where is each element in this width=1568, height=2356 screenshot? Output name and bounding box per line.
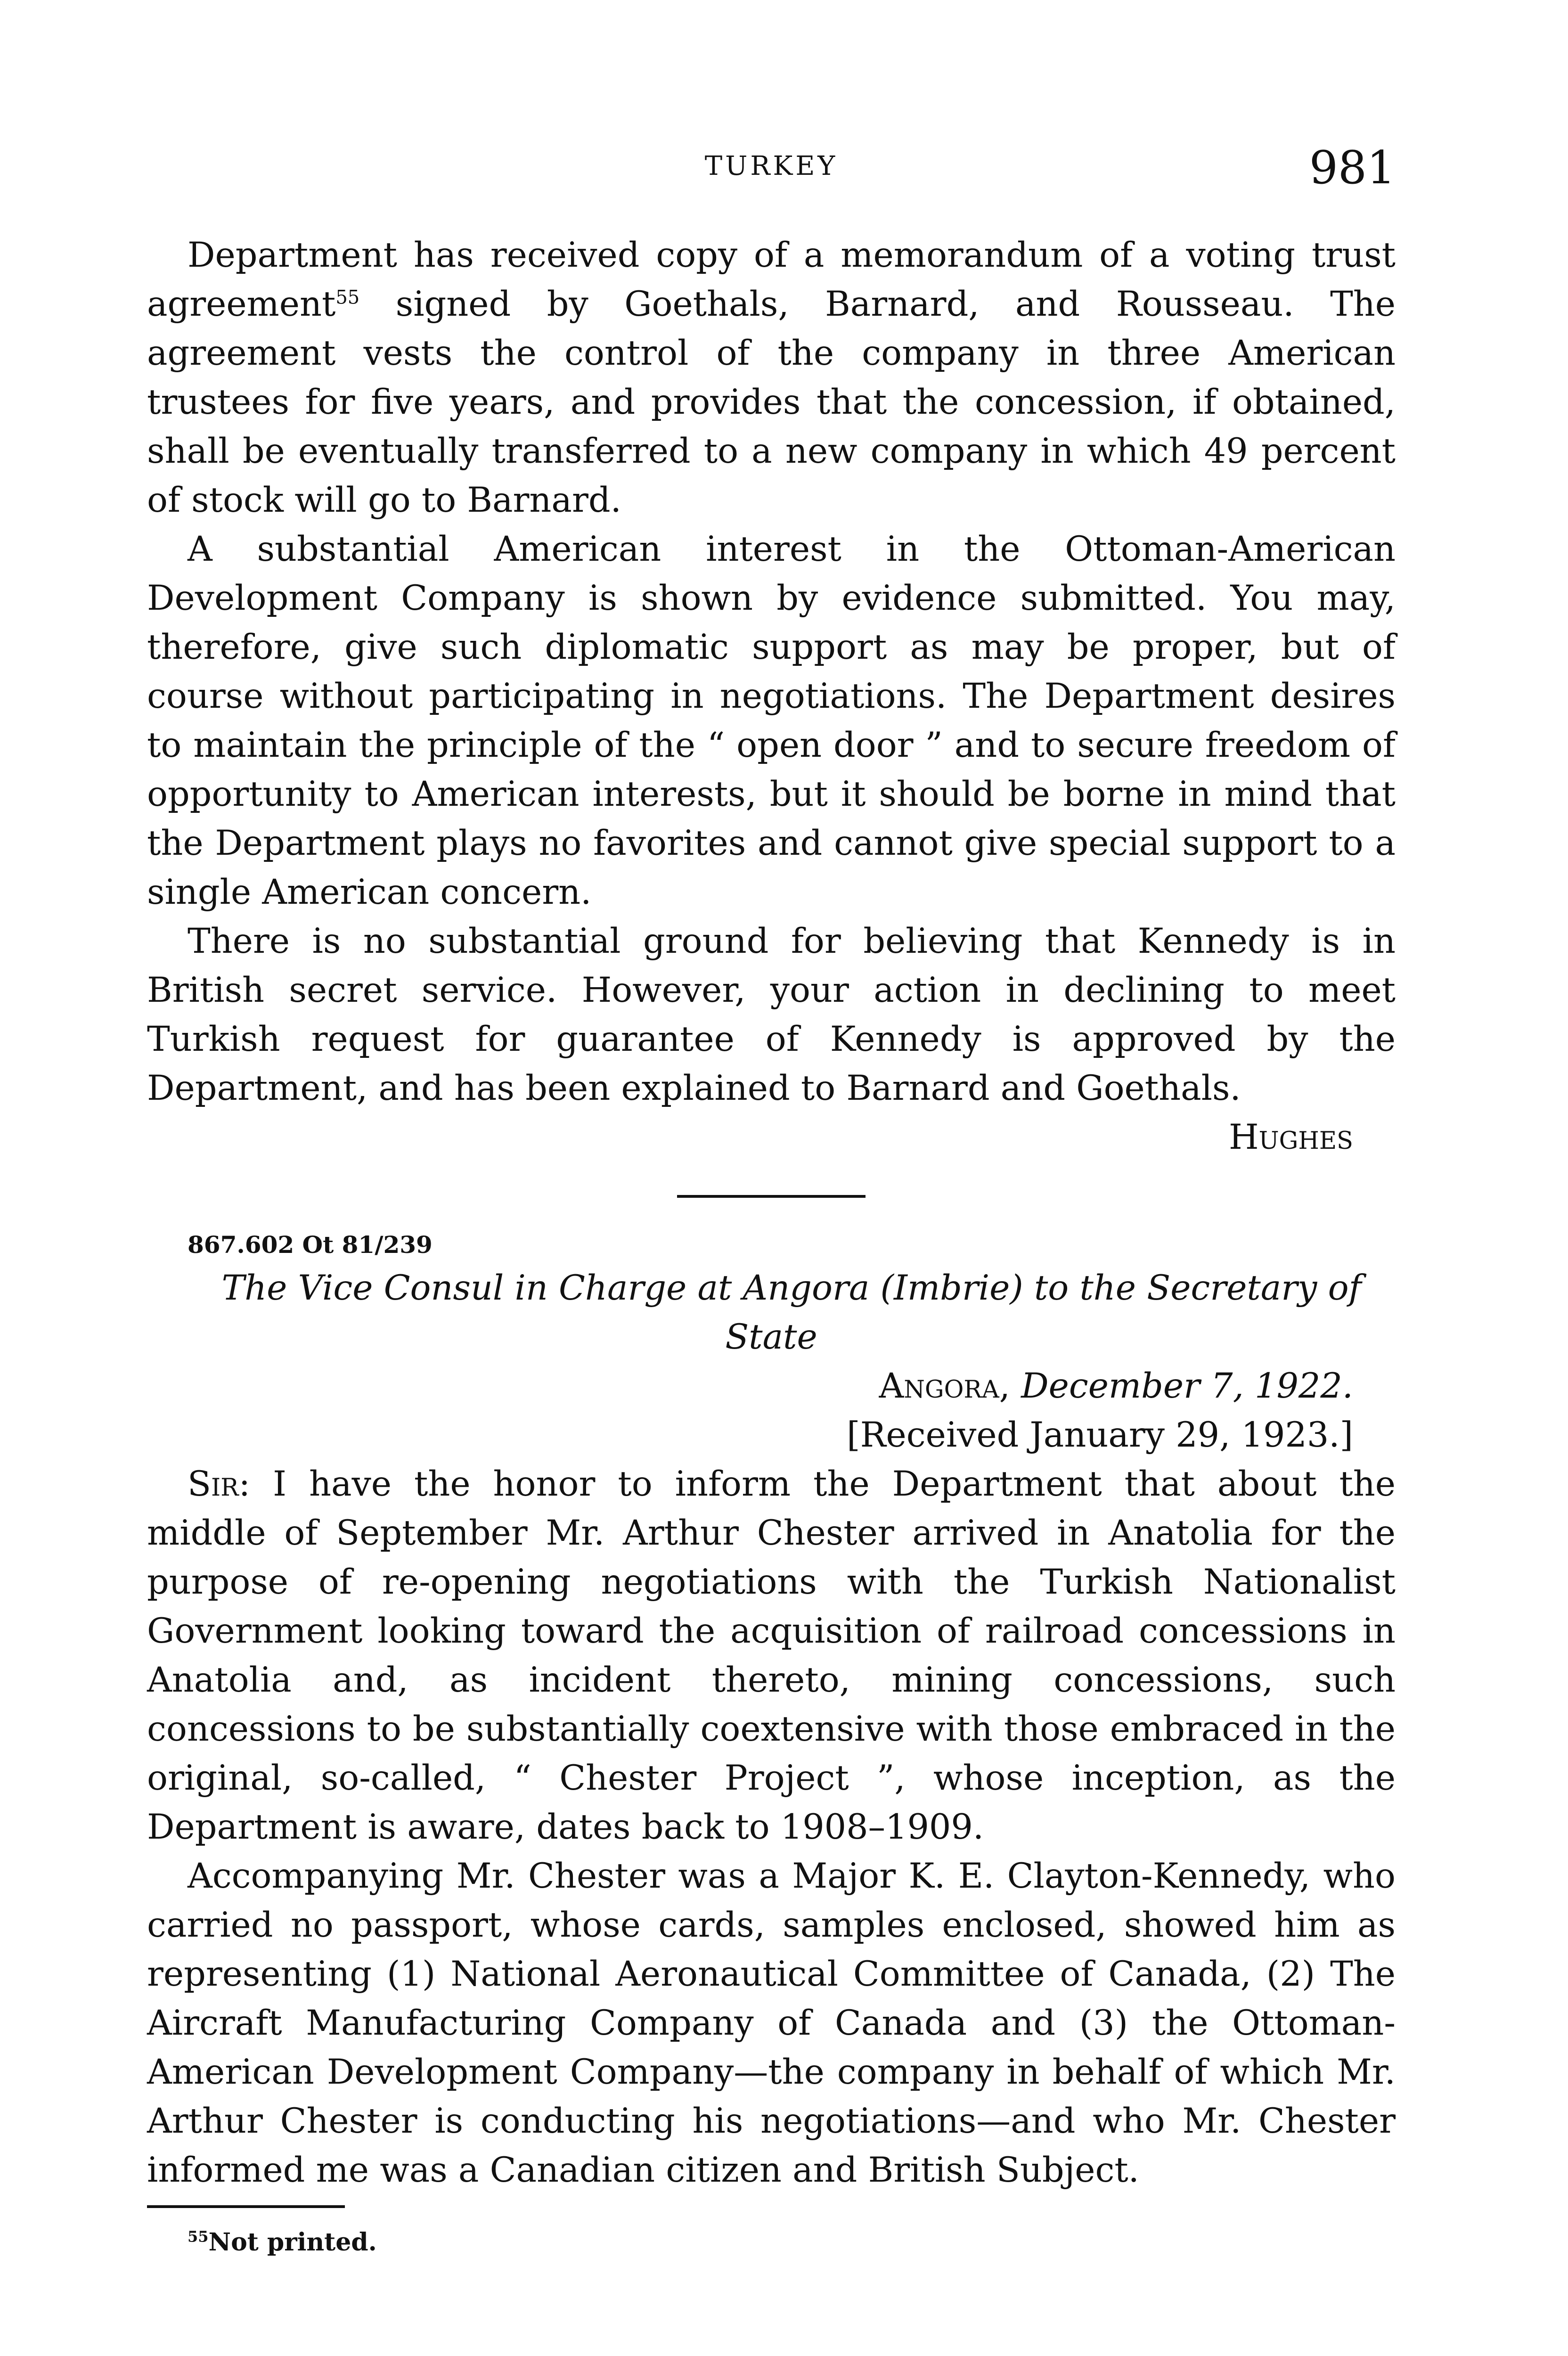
page-body <box>147 231 1396 2259</box>
footnote-mark: 55 <box>188 2227 209 2246</box>
paragraph-text: Department has received copy of a memorandum of a voting trust agreement <box>147 235 1396 324</box>
footnote-divider <box>147 2205 345 2208</box>
paragraph-voting-trust <box>147 231 1396 525</box>
place-date-line <box>147 1362 1396 1411</box>
footnote-reference: 55 <box>335 286 360 309</box>
document-title: The Vice Consul in Charge at Angora (Imbrie) to the Secretary of State <box>221 1268 1362 1357</box>
paragraph-kennedy: There is no substantial ground for believing that Kennedy is in British secret service. However, your action in declining to meet Turkish request for guarantee of Kennedy is approved by the Department, and has been explained to Barnard and Goethals. <box>147 921 1396 1108</box>
paragraph-chester-arrival <box>147 1460 1396 1852</box>
paragraph-american-interest: A substantial American interest in the Ottoman-American Development Company is shown by evidence submitted. You may, therefore, give such diplomatic support as may be proper, but of course without participating in negotiations. The Department desires to maintain the principle of the “ open door ” and to secure freedom of opportunity to American interests, but it should be borne in mind that the Department plays no favorites and cannot give special support to a single American concern. <box>147 529 1396 912</box>
footnote-text: Not printed. <box>208 2228 377 2257</box>
salutation: Sir: <box>188 1464 251 1504</box>
place: Angora, <box>879 1366 1010 1406</box>
received-date: [Received January 29, 1923.] <box>847 1415 1353 1455</box>
running-head: TURKEY <box>704 151 838 181</box>
paragraph-text: I have the honor to inform the Department that about the middle of September Mr. Arthur Chester arrived in Anatolia for the purpose of re-opening negotiations with the Turkish Nationalist Government looking toward the acquisition of railroad concessions in Anatolia and, as incident thereto, mining concessions, such concessions to be substantially coextensive with those embraced in the original, so-called, “ Chester Project ”, whose inception, as the Department is aware, dates back to 1908–1909. <box>147 1464 1396 1847</box>
signature: Hughes <box>1228 1117 1353 1157</box>
footnote <box>147 2226 1396 2259</box>
paragraph-text: signed by Goethals, Barnard, and Rousseau. The agreement vests the control of the company in three American trustees for five years, and provides that the concession, if obtained, shall be eventually transferred to a new company in which 49 percent of stock will go to Barnard. <box>147 284 1396 520</box>
page-header <box>147 141 1396 198</box>
paragraph-clayton-kennedy: Accompanying Mr. Chester was a Major K. E. Clayton-Kennedy, who carried no passport, whose cards, samples enclosed, showed him as representing (1) National Aeronautical Committee of Canada, (2) The Aircraft Manufacturing Company of Canada and (3) the Ottoman-American Development Company—the company in behalf of which Mr. Arthur Chester is conducting his negotiations—and who Mr. Chester informed me was a Canadian citizen and British Subject. <box>147 1856 1396 2190</box>
date: December 7, 1922. <box>1021 1366 1353 1406</box>
section-divider <box>677 1195 866 1198</box>
file-number: 867.602 Ot 81/239 <box>188 1231 433 1259</box>
page-number: 981 <box>1309 141 1396 194</box>
